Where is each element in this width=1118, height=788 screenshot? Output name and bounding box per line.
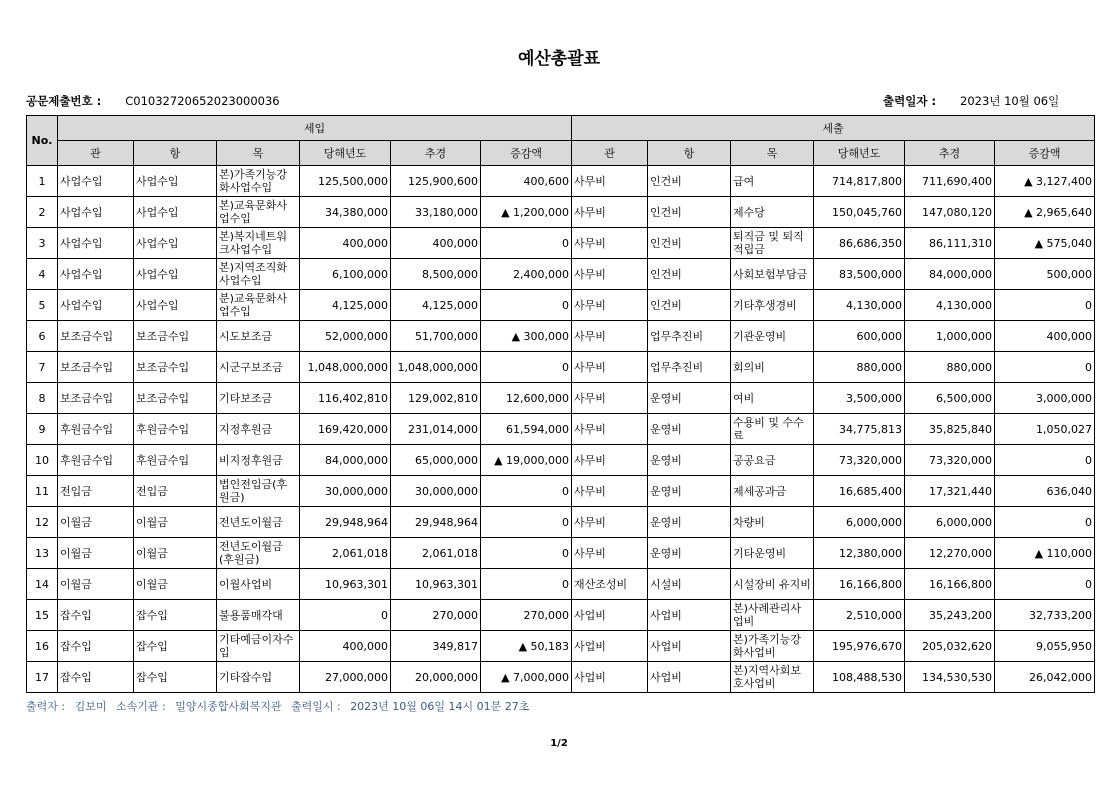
expense-cell-0: 사업비	[572, 600, 648, 631]
print-date-value: 2023년 10월 06일	[960, 94, 1060, 108]
income-cell-1: 사업수입	[134, 166, 217, 197]
expense-cell-5: 0	[995, 352, 1095, 383]
income-cell-2: 비지정후원금	[217, 445, 300, 476]
printer-name: 김보미	[74, 700, 107, 713]
expense-cell-0: 사무비	[572, 445, 648, 476]
income-header: 세입	[58, 116, 572, 141]
income-cell-2: 시도보조금	[217, 321, 300, 352]
income-cell-3: 34,380,000	[300, 197, 391, 228]
row-number: 17	[27, 662, 58, 693]
expense-cell-3: 195,976,670	[814, 631, 905, 662]
income-cell-5: ▲ 300,000	[481, 321, 572, 352]
expense-cell-2: 제세공과금	[731, 476, 814, 507]
income-cell-1: 사업수입	[134, 197, 217, 228]
expense-cell-1: 사업비	[648, 631, 731, 662]
expense-cell-4: 6,500,000	[905, 383, 995, 414]
table-row	[27, 476, 1095, 507]
expense-cell-3: 86,686,350	[814, 228, 905, 259]
income-cell-2: 전년도이월금(후원금)	[217, 538, 300, 569]
expense-cell-4: 16,166,800	[905, 569, 995, 600]
expense-cell-1: 운영비	[648, 538, 731, 569]
income-col-0: 관	[58, 141, 134, 166]
income-cell-5: 2,400,000	[481, 259, 572, 290]
budget-table	[26, 115, 1095, 693]
expense-cell-2: 제수당	[731, 197, 814, 228]
income-cell-5: 0	[481, 290, 572, 321]
income-cell-1: 이월금	[134, 507, 217, 538]
expense-cell-3: 880,000	[814, 352, 905, 383]
expense-cell-2: 공공요금	[731, 445, 814, 476]
expense-col-0: 관	[572, 141, 648, 166]
income-cell-1: 후원금수입	[134, 414, 217, 445]
expense-cell-1: 운영비	[648, 383, 731, 414]
income-cell-5: 270,000	[481, 600, 572, 631]
table-row	[27, 352, 1095, 383]
expense-cell-2: 본)사례관리사업비	[731, 600, 814, 631]
income-cell-2: 법인전입금(후원금)	[217, 476, 300, 507]
expense-cell-4: 205,032,620	[905, 631, 995, 662]
expense-cell-4: 711,690,400	[905, 166, 995, 197]
income-col-3: 당해년도	[300, 141, 391, 166]
expense-cell-2: 회의비	[731, 352, 814, 383]
income-cell-2: 기타보조금	[217, 383, 300, 414]
expense-cell-2: 사회보험부담금	[731, 259, 814, 290]
expense-cell-5: ▲ 575,040	[995, 228, 1095, 259]
table-row	[27, 662, 1095, 693]
income-cell-3: 2,061,018	[300, 538, 391, 569]
expense-cell-4: 134,530,530	[905, 662, 995, 693]
page-title: 예산총괄표	[517, 49, 601, 69]
income-cell-1: 사업수입	[134, 259, 217, 290]
expense-cell-4: 35,825,840	[905, 414, 995, 445]
income-cell-5: 0	[481, 538, 572, 569]
income-cell-0: 보조금수입	[58, 321, 134, 352]
expense-cell-3: 6,000,000	[814, 507, 905, 538]
income-cell-1: 전입금	[134, 476, 217, 507]
income-cell-1: 사업수입	[134, 228, 217, 259]
expense-cell-4: 86,111,310	[905, 228, 995, 259]
expense-cell-2: 기타후생경비	[731, 290, 814, 321]
income-cell-5: ▲ 1,200,000	[481, 197, 572, 228]
row-number: 16	[27, 631, 58, 662]
row-number: 9	[27, 414, 58, 445]
income-cell-0: 후원금수입	[58, 445, 134, 476]
expense-cell-1: 인건비	[648, 197, 731, 228]
expense-cell-3: 4,130,000	[814, 290, 905, 321]
expense-cell-3: 2,510,000	[814, 600, 905, 631]
print-date	[883, 93, 1059, 109]
income-cell-3: 125,500,000	[300, 166, 391, 197]
income-cell-5: 61,594,000	[481, 414, 572, 445]
expense-col-4: 추경	[905, 141, 995, 166]
income-cell-3: 6,100,000	[300, 259, 391, 290]
expense-cell-0: 사무비	[572, 166, 648, 197]
income-cell-4: 65,000,000	[391, 445, 481, 476]
expense-cell-2: 시설장비 유지비	[731, 569, 814, 600]
income-cell-1: 잡수입	[134, 631, 217, 662]
income-cell-1: 이월금	[134, 538, 217, 569]
income-cell-0: 이월금	[58, 569, 134, 600]
income-cell-5: 0	[481, 507, 572, 538]
printer-label: 출력자 :	[26, 700, 66, 713]
expense-cell-4: 35,243,200	[905, 600, 995, 631]
expense-cell-5: 1,050,027	[995, 414, 1095, 445]
income-cell-3: 116,402,810	[300, 383, 391, 414]
income-cell-4: 4,125,000	[391, 290, 481, 321]
expense-cell-5: ▲ 3,127,400	[995, 166, 1095, 197]
income-cell-5: 12,600,000	[481, 383, 572, 414]
expense-cell-2: 기관운영비	[731, 321, 814, 352]
expense-cell-2: 급여	[731, 166, 814, 197]
income-cell-4: 2,061,018	[391, 538, 481, 569]
printed-at-label: 출력일시 :	[290, 700, 341, 713]
income-cell-2: 기타예금이자수입	[217, 631, 300, 662]
income-cell-4: 10,963,301	[391, 569, 481, 600]
table-row	[27, 538, 1095, 569]
income-cell-2: 시군구보조금	[217, 352, 300, 383]
expense-cell-5: 500,000	[995, 259, 1095, 290]
row-number: 2	[27, 197, 58, 228]
table-row	[27, 414, 1095, 445]
income-cell-4: 51,700,000	[391, 321, 481, 352]
income-cell-1: 잡수입	[134, 600, 217, 631]
row-number: 12	[27, 507, 58, 538]
income-cell-3: 27,000,000	[300, 662, 391, 693]
org-name: 밀양시종합사회복지관	[175, 700, 282, 713]
income-cell-1: 이월금	[134, 569, 217, 600]
expense-cell-4: 880,000	[905, 352, 995, 383]
org-label: 소속기관 :	[115, 700, 166, 713]
table-row	[27, 197, 1095, 228]
expense-cell-0: 재산조성비	[572, 569, 648, 600]
expense-cell-1: 인건비	[648, 259, 731, 290]
expense-cell-5: 400,000	[995, 321, 1095, 352]
table-header	[27, 116, 1095, 166]
income-cell-2: 기타잡수입	[217, 662, 300, 693]
row-number: 15	[27, 600, 58, 631]
income-cell-4: 8,500,000	[391, 259, 481, 290]
row-number: 14	[27, 569, 58, 600]
income-cell-4: 270,000	[391, 600, 481, 631]
expense-col-1: 항	[648, 141, 731, 166]
income-cell-3: 52,000,000	[300, 321, 391, 352]
expense-col-5: 증감액	[995, 141, 1095, 166]
income-cell-3: 10,963,301	[300, 569, 391, 600]
income-cell-0: 후원금수입	[58, 414, 134, 445]
income-cell-5: ▲ 19,000,000	[481, 445, 572, 476]
expense-cell-5: ▲ 110,000	[995, 538, 1095, 569]
expense-cell-3: 150,045,760	[814, 197, 905, 228]
footer	[26, 698, 535, 714]
income-cell-4: 231,014,000	[391, 414, 481, 445]
income-cell-1: 잡수입	[134, 662, 217, 693]
income-cell-4: 33,180,000	[391, 197, 481, 228]
expense-cell-3: 714,817,800	[814, 166, 905, 197]
expense-cell-4: 17,321,440	[905, 476, 995, 507]
expense-cell-5: 0	[995, 507, 1095, 538]
expense-cell-0: 사무비	[572, 259, 648, 290]
expense-cell-1: 시설비	[648, 569, 731, 600]
expense-cell-2: 본)가족기능강화사업비	[731, 631, 814, 662]
expense-cell-1: 업무추진비	[648, 352, 731, 383]
table-row	[27, 321, 1095, 352]
expense-cell-4: 147,080,120	[905, 197, 995, 228]
expense-cell-4: 1,000,000	[905, 321, 995, 352]
row-number: 6	[27, 321, 58, 352]
income-col-2: 목	[217, 141, 300, 166]
income-cell-2: 본)가족기능강화사업수입	[217, 166, 300, 197]
expense-cell-2: 본)지역사회보호사업비	[731, 662, 814, 693]
expense-cell-3: 3,500,000	[814, 383, 905, 414]
income-cell-0: 사업수입	[58, 290, 134, 321]
expense-cell-5: 0	[995, 569, 1095, 600]
expense-cell-0: 사무비	[572, 352, 648, 383]
income-cell-2: 분)교육문화사업수입	[217, 290, 300, 321]
expense-cell-1: 사업비	[648, 662, 731, 693]
row-number: 3	[27, 228, 58, 259]
expense-cell-4: 6,000,000	[905, 507, 995, 538]
table-row	[27, 631, 1095, 662]
income-cell-1: 사업수입	[134, 290, 217, 321]
table-row	[27, 290, 1095, 321]
printed-at-value: 2023년 10월 06일 14시 01분 27초	[350, 700, 530, 713]
income-cell-3: 84,000,000	[300, 445, 391, 476]
expense-cell-1: 인건비	[648, 166, 731, 197]
row-number: 4	[27, 259, 58, 290]
expense-cell-4: 84,000,000	[905, 259, 995, 290]
table-row	[27, 259, 1095, 290]
income-cell-5: 0	[481, 352, 572, 383]
expense-cell-0: 사무비	[572, 321, 648, 352]
table-body	[27, 166, 1095, 693]
expense-cell-1: 운영비	[648, 414, 731, 445]
income-cell-0: 사업수입	[58, 228, 134, 259]
expense-header: 세출	[572, 116, 1095, 141]
income-cell-4: 20,000,000	[391, 662, 481, 693]
expense-cell-0: 사무비	[572, 476, 648, 507]
expense-cell-3: 83,500,000	[814, 259, 905, 290]
table-row	[27, 166, 1095, 197]
expense-cell-2: 기타운영비	[731, 538, 814, 569]
row-number: 13	[27, 538, 58, 569]
expense-cell-2: 차량비	[731, 507, 814, 538]
income-cell-0: 전입금	[58, 476, 134, 507]
expense-cell-2: 여비	[731, 383, 814, 414]
income-cell-5: 0	[481, 476, 572, 507]
income-cell-0: 잡수입	[58, 662, 134, 693]
expense-col-3: 당해년도	[814, 141, 905, 166]
expense-cell-3: 16,166,800	[814, 569, 905, 600]
income-cell-3: 400,000	[300, 631, 391, 662]
income-cell-2: 본)교육문화사업수입	[217, 197, 300, 228]
income-cell-3: 1,048,000,000	[300, 352, 391, 383]
row-number: 7	[27, 352, 58, 383]
expense-cell-0: 사무비	[572, 538, 648, 569]
income-cell-4: 30,000,000	[391, 476, 481, 507]
row-number: 1	[27, 166, 58, 197]
table-row	[27, 445, 1095, 476]
expense-col-2: 목	[731, 141, 814, 166]
income-cell-0: 잡수입	[58, 631, 134, 662]
income-cell-2: 본)복지네트워크사업수입	[217, 228, 300, 259]
expense-cell-5: 32,733,200	[995, 600, 1095, 631]
expense-cell-1: 운영비	[648, 476, 731, 507]
expense-cell-1: 인건비	[648, 290, 731, 321]
table-row	[27, 383, 1095, 414]
income-cell-0: 보조금수입	[58, 352, 134, 383]
income-col-1: 항	[134, 141, 217, 166]
expense-cell-3: 108,488,530	[814, 662, 905, 693]
expense-cell-0: 사무비	[572, 197, 648, 228]
expense-cell-5: ▲ 2,965,640	[995, 197, 1095, 228]
income-cell-5: ▲ 7,000,000	[481, 662, 572, 693]
expense-cell-0: 사업비	[572, 662, 648, 693]
income-cell-2: 전년도이월금	[217, 507, 300, 538]
income-cell-5: 0	[481, 569, 572, 600]
expense-cell-5: 9,055,950	[995, 631, 1095, 662]
expense-cell-5: 636,040	[995, 476, 1095, 507]
income-cell-4: 349,817	[391, 631, 481, 662]
income-cell-2: 이월사업비	[217, 569, 300, 600]
expense-cell-3: 73,320,000	[814, 445, 905, 476]
income-cell-0: 사업수입	[58, 197, 134, 228]
expense-cell-3: 34,775,813	[814, 414, 905, 445]
income-cell-0: 이월금	[58, 538, 134, 569]
table-row	[27, 569, 1095, 600]
expense-cell-5: 0	[995, 290, 1095, 321]
expense-cell-2: 퇴직금 및 퇴직적립금	[731, 228, 814, 259]
expense-cell-5: 0	[995, 445, 1095, 476]
print-date-label: 출력일자 :	[883, 94, 937, 108]
income-cell-0: 사업수입	[58, 166, 134, 197]
expense-cell-5: 3,000,000	[995, 383, 1095, 414]
income-cell-1: 후원금수입	[134, 445, 217, 476]
income-col-4: 추경	[391, 141, 481, 166]
income-cell-3: 30,000,000	[300, 476, 391, 507]
income-cell-1: 보조금수입	[134, 321, 217, 352]
expense-cell-1: 사업비	[648, 600, 731, 631]
income-cell-5: ▲ 50,183	[481, 631, 572, 662]
income-cell-2: 지정후원금	[217, 414, 300, 445]
doc-number-label: 공문제출번호 :	[26, 94, 102, 108]
income-cell-4: 400,000	[391, 228, 481, 259]
income-cell-4: 29,948,964	[391, 507, 481, 538]
expense-cell-1: 인건비	[648, 228, 731, 259]
table-row	[27, 507, 1095, 538]
row-number: 8	[27, 383, 58, 414]
doc-number	[26, 93, 280, 109]
income-cell-3: 0	[300, 600, 391, 631]
row-number: 5	[27, 290, 58, 321]
income-cell-3: 400,000	[300, 228, 391, 259]
expense-cell-3: 12,380,000	[814, 538, 905, 569]
income-cell-4: 129,002,810	[391, 383, 481, 414]
col-no: No.	[27, 116, 58, 166]
expense-cell-0: 사무비	[572, 507, 648, 538]
doc-number-value: C01032720652023000036	[125, 94, 280, 108]
income-cell-3: 169,420,000	[300, 414, 391, 445]
income-cell-1: 보조금수입	[134, 383, 217, 414]
expense-cell-4: 12,270,000	[905, 538, 995, 569]
row-number: 11	[27, 476, 58, 507]
income-cell-0: 잡수입	[58, 600, 134, 631]
income-cell-4: 125,900,600	[391, 166, 481, 197]
income-cell-3: 4,125,000	[300, 290, 391, 321]
expense-cell-0: 사무비	[572, 228, 648, 259]
expense-cell-0: 사무비	[572, 414, 648, 445]
expense-cell-0: 사무비	[572, 383, 648, 414]
income-cell-3: 29,948,964	[300, 507, 391, 538]
expense-cell-1: 운영비	[648, 445, 731, 476]
expense-cell-0: 사업비	[572, 631, 648, 662]
income-cell-2: 불용품매각대	[217, 600, 300, 631]
expense-cell-1: 운영비	[648, 507, 731, 538]
income-col-5: 증감액	[481, 141, 572, 166]
expense-cell-3: 16,685,400	[814, 476, 905, 507]
income-cell-2: 본)지역조직화사업수입	[217, 259, 300, 290]
table-row	[27, 600, 1095, 631]
expense-cell-4: 4,130,000	[905, 290, 995, 321]
expense-cell-3: 600,000	[814, 321, 905, 352]
income-cell-0: 사업수입	[58, 259, 134, 290]
expense-cell-0: 사무비	[572, 290, 648, 321]
income-cell-0: 이월금	[58, 507, 134, 538]
expense-cell-4: 73,320,000	[905, 445, 995, 476]
page-number: 1/2	[550, 738, 568, 749]
expense-cell-2: 수용비 및 수수료	[731, 414, 814, 445]
income-cell-5: 0	[481, 228, 572, 259]
row-number: 10	[27, 445, 58, 476]
income-cell-4: 1,048,000,000	[391, 352, 481, 383]
expense-cell-5: 26,042,000	[995, 662, 1095, 693]
income-cell-0: 보조금수입	[58, 383, 134, 414]
income-cell-5: 400,600	[481, 166, 572, 197]
income-cell-1: 보조금수입	[134, 352, 217, 383]
expense-cell-1: 업무추진비	[648, 321, 731, 352]
table-row	[27, 228, 1095, 259]
